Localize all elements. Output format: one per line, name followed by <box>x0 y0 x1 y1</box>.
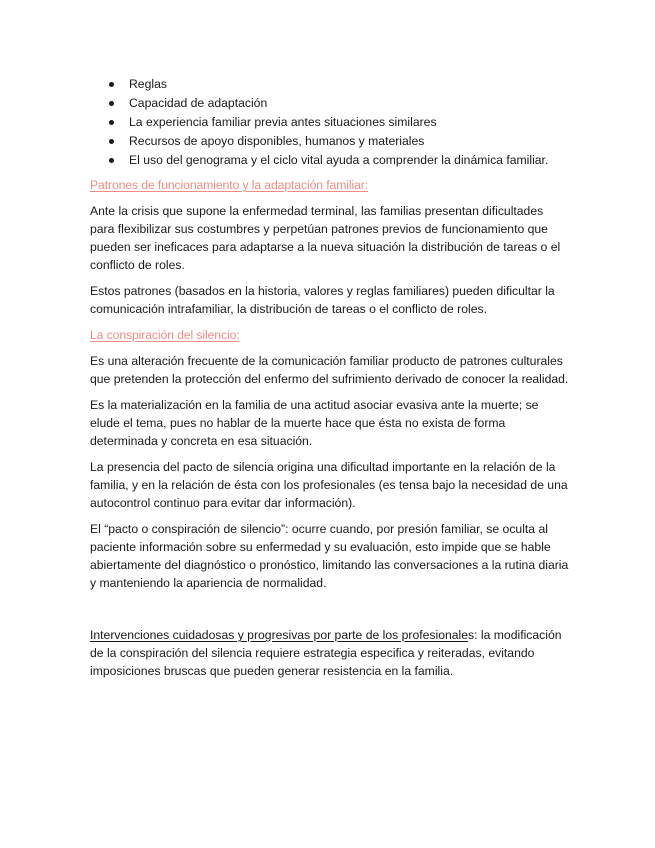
bullet-list <box>90 75 569 170</box>
list-item-text: Recursos de apoyo disponibles, humanos y materiales <box>129 134 425 148</box>
paragraph-crisis: Ante la crisis que supone la enfermedad terminal, las familias presentan dificultades para flexibilizar sus costumbres y perpetúan patrones previos de funcionamiento que pueden ser ineficaces para adaptarse a la nueva situación la distribución de tareas o el conflicto de roles. <box>90 204 561 272</box>
paragraph-alteracion: Es una alteración frecuente de la comunicación familiar producto de patrones culturales que pretenden la protección del enfermo del sufrimiento derivado de conocer la realidad. <box>90 354 569 386</box>
intervenciones-text: s: la modificación de la conspiración del silencia requiere estrategia especifica y reiteradas, evitando imposiciones bruscas que pueden generar resistencia en la familia. <box>90 628 562 678</box>
section-heading-conspiracion: La conspiración del silencio: <box>90 328 240 342</box>
paragraph-pacto-definicion: El “pacto o conspiración de silencio”: ocurre cuando, por presión familiar, se oculta al paciente información sobre su enfermedad y su evaluación, esto impide que se hable abiertamente del diagnóstico o pronóstico, limitando las conversaciones a la rutina diaria y manteniendo la apariencia de normalidad. <box>90 522 569 590</box>
list-item-text: Reglas <box>129 77 167 91</box>
section-heading-patrones: Patrones de funcionamiento y la adaptación familiar: <box>90 178 368 192</box>
paragraph-intervenciones <box>90 626 569 680</box>
list-item-text: Capacidad de adaptación <box>129 96 268 110</box>
list-item <box>90 113 569 132</box>
bullet-icon <box>109 101 114 106</box>
list-item-text: La experiencia familiar previa antes situaciones similares <box>129 115 437 129</box>
paragraph-pacto-presencia: La presencia del pacto de silencia origina una dificultad importante en la relación de la familia, y en la relación de ésta con los profesionales (es tensa bajo la necesidad de una autocontrol continuo para evitar dar información). <box>90 460 568 510</box>
list-item-text: El uso del genograma y el ciclo vital ayuda a comprender la dinámica familiar. <box>129 153 549 167</box>
list-item <box>90 151 569 170</box>
paragraph-materializacion: Es la materialización en la familia de una actitud asociar evasiva ante la muerte; se elude el tema, pues no hablar de la muerte hace que ésta no exista de forma determinada y concreta en esa situación. <box>90 398 539 448</box>
list-item <box>90 132 569 151</box>
list-item <box>90 75 569 94</box>
paragraph-patrones: Estos patrones (basados en la historia, valores y reglas familiares) pueden dificultar la comunicación intrafamiliar, la distribución de tareas o el conflicto de roles. <box>90 284 555 316</box>
spacer <box>90 600 569 626</box>
bullet-icon <box>109 139 114 144</box>
bullet-icon <box>109 120 114 125</box>
bullet-icon <box>109 82 114 87</box>
list-item <box>90 94 569 113</box>
bullet-icon <box>109 158 114 163</box>
intervenciones-heading: Intervenciones cuidadosas y progresivas por parte de los profesionale <box>90 628 469 642</box>
